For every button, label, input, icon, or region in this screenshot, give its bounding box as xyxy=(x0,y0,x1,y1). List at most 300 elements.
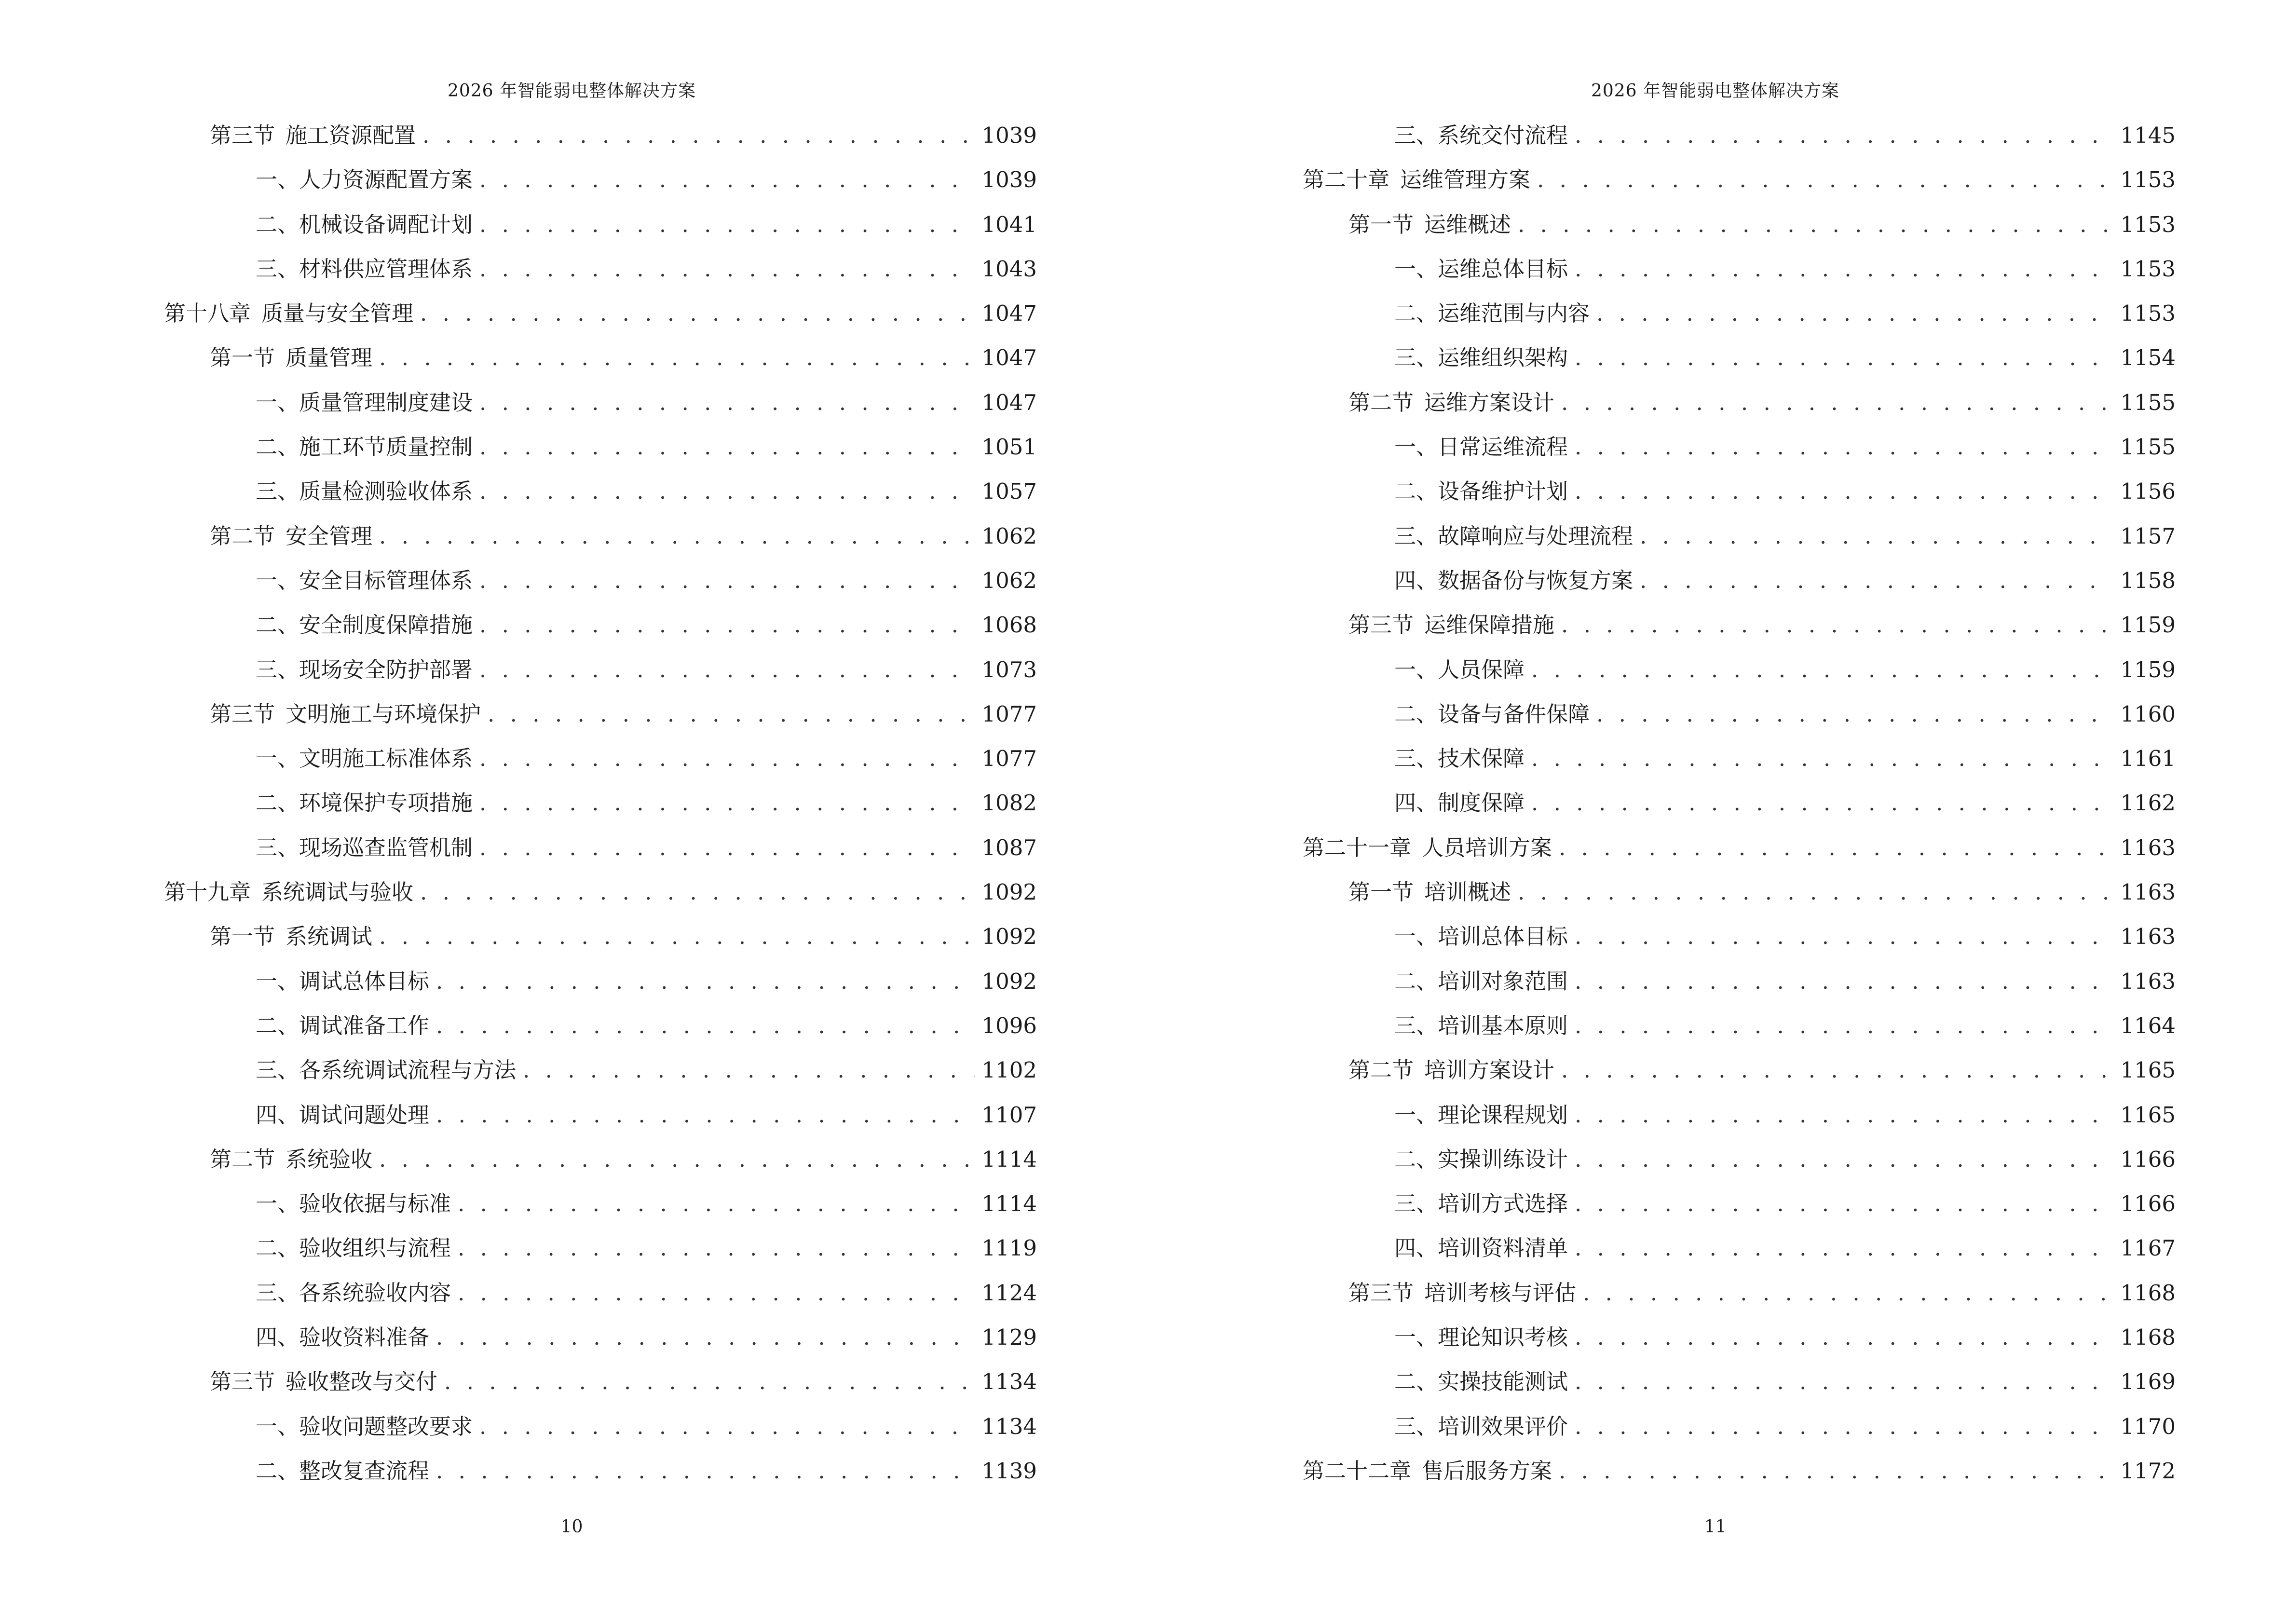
toc-entry-title xyxy=(1394,1405,1568,1449)
toc-entry-title xyxy=(256,381,473,425)
toc-entry[interactable] xyxy=(164,203,1037,247)
toc-leader-dots xyxy=(479,1405,975,1449)
toc-entry-text: 质量检测验收体系 xyxy=(299,478,473,505)
toc-entry-number: 第二十二章 xyxy=(1303,1458,1412,1484)
toc-entry-text: 安全制度保障措施 xyxy=(299,612,473,638)
toc-entry[interactable] xyxy=(1303,559,2176,603)
toc-entry-title xyxy=(164,291,413,336)
toc-entry-number: 第二十章 xyxy=(1303,167,1390,193)
toc-entry-page: 1062 xyxy=(981,523,1037,549)
toc-entry-page: 1156 xyxy=(2120,478,2176,505)
toc-entry-text: 系统交付流程 xyxy=(1438,123,1568,148)
toc-entry-title xyxy=(210,514,372,559)
toc-entry[interactable] xyxy=(164,1449,1037,1493)
toc-entry-number: 一、 xyxy=(1394,434,1438,460)
toc-entry[interactable] xyxy=(164,113,1037,158)
toc-leader-dots xyxy=(1561,381,2113,425)
toc-entry-page: 1102 xyxy=(981,1057,1037,1083)
toc-entry-text: 验收问题整改要求 xyxy=(299,1413,473,1439)
toc-entry-title xyxy=(210,914,372,959)
toc-leader-dots xyxy=(479,826,975,870)
toc-entry[interactable] xyxy=(1303,914,2176,959)
toc-entry-text: 环境保护专项措施 xyxy=(299,790,473,816)
toc-entry[interactable] xyxy=(1303,1137,2176,1182)
toc-leader-dots xyxy=(1583,1271,2113,1315)
toc-entry-text: 运维总体目标 xyxy=(1438,256,1568,282)
toc-entry-number: 第三节 xyxy=(210,123,275,148)
toc-entry-page: 1159 xyxy=(2120,612,2176,638)
toc-entry-title xyxy=(256,1226,451,1270)
toc-entry[interactable] xyxy=(164,381,1037,425)
toc-entry-number: 一、 xyxy=(256,1191,299,1217)
toc-entry[interactable] xyxy=(164,1405,1037,1449)
toc-entry-title xyxy=(1348,1271,1576,1315)
toc-leader-dots xyxy=(1559,826,2113,870)
toc-entry-text: 质量管理制度建设 xyxy=(299,389,473,415)
toc-leader-dots xyxy=(1575,469,2113,514)
toc-entry-number: 三、 xyxy=(256,1057,299,1083)
toc-entry-text: 培训资料清单 xyxy=(1438,1235,1568,1261)
toc-entry-title xyxy=(256,469,473,514)
toc-entry-number: 三、 xyxy=(256,834,299,860)
toc-leader-dots xyxy=(1575,1182,2113,1226)
toc-entry-title xyxy=(256,1271,451,1315)
toc-entry-text: 材料供应管理体系 xyxy=(299,256,473,282)
toc-entry-text: 现场巡查监管机制 xyxy=(299,834,473,860)
toc-entry-number: 三、 xyxy=(1394,345,1438,371)
toc-entry[interactable] xyxy=(164,870,1037,914)
toc-entry-number: 第二节 xyxy=(1348,1057,1414,1083)
toc-leader-dots xyxy=(1575,914,2113,959)
toc-entry-text: 各系统调试流程与方法 xyxy=(299,1057,517,1083)
toc-entry-number: 四、 xyxy=(1394,567,1438,593)
toc-entry-title xyxy=(1348,1048,1554,1092)
toc-entry-page: 1107 xyxy=(981,1102,1037,1128)
toc-entry-page: 1047 xyxy=(981,389,1037,415)
toc-leader-dots xyxy=(1518,203,2113,247)
toc-entry-title xyxy=(256,1449,429,1493)
toc-entry-number: 第一节 xyxy=(210,345,275,371)
toc-entry-page: 1163 xyxy=(2120,834,2176,860)
toc-entry-title xyxy=(1348,603,1554,647)
toc-entry-text: 理论课程规划 xyxy=(1438,1102,1568,1128)
toc-entry[interactable] xyxy=(164,1315,1037,1360)
toc-entry-page: 1087 xyxy=(981,834,1037,860)
right-page xyxy=(1144,0,2287,1624)
toc-entry-page: 1163 xyxy=(2120,924,2176,950)
toc-entry[interactable] xyxy=(164,1048,1037,1092)
toc-entry-number: 二、 xyxy=(1394,1369,1438,1395)
toc-entry-page: 1041 xyxy=(981,211,1037,237)
toc-entry[interactable] xyxy=(164,737,1037,781)
toc-entry-title xyxy=(1348,203,1511,247)
toc-entry-text: 系统调试与验收 xyxy=(261,879,414,905)
toc-entry-text: 现场安全防护部署 xyxy=(299,656,473,682)
toc-entry-text: 调试总体目标 xyxy=(299,968,430,994)
toc-entry[interactable] xyxy=(164,559,1037,603)
toc-entry[interactable] xyxy=(164,692,1037,737)
toc-entry-text: 验收依据与标准 xyxy=(299,1191,451,1217)
toc-entry-text: 文明施工标准体系 xyxy=(299,746,473,772)
toc-entry[interactable] xyxy=(164,158,1037,202)
toc-entry-text: 质量与安全管理 xyxy=(261,300,414,327)
toc-entry-title xyxy=(1394,559,1633,603)
toc-entry-title xyxy=(1394,692,1590,737)
toc-entry-title xyxy=(256,1315,429,1360)
toc-entry-number: 第二节 xyxy=(210,523,275,549)
toc-entry[interactable] xyxy=(164,1226,1037,1270)
toc-leader-dots xyxy=(479,559,975,603)
toc-entry-number: 二、 xyxy=(1394,968,1438,994)
toc-entry-number: 第三节 xyxy=(1348,612,1414,638)
toc-entry-title xyxy=(1394,781,1525,825)
toc-entry-title xyxy=(256,425,473,469)
toc-entry-title xyxy=(210,336,372,380)
toc-entry[interactable] xyxy=(1303,1226,2176,1270)
toc-entry[interactable] xyxy=(1303,1048,2176,1092)
toc-entry[interactable] xyxy=(1303,1004,2176,1048)
toc-entry-title xyxy=(1394,514,1633,559)
toc-leader-dots xyxy=(1596,291,2113,336)
toc-leader-dots xyxy=(444,1360,975,1404)
toc-entry-title xyxy=(256,1093,429,1137)
toc-entry[interactable] xyxy=(1303,1093,2176,1137)
toc-entry-number: 一、 xyxy=(256,1413,299,1439)
toc-entry-text: 培训对象范围 xyxy=(1438,968,1568,994)
toc-entry-number: 一、 xyxy=(256,746,299,772)
toc-entry[interactable] xyxy=(1303,469,2176,514)
toc-entry-title xyxy=(256,648,473,692)
running-header: 2026 年智能弱电整体解决方案 xyxy=(447,81,696,101)
page-number: 10 xyxy=(560,1517,583,1537)
toc-entry-number: 一、 xyxy=(256,567,299,593)
toc-entry-page: 1170 xyxy=(2120,1413,2176,1439)
toc-leader-dots xyxy=(1640,559,2113,603)
toc-entry[interactable] xyxy=(1303,1271,2176,1315)
toc-leader-dots xyxy=(436,959,975,1004)
toc-leader-dots xyxy=(479,469,975,514)
toc-entry-number: 二、 xyxy=(256,612,299,638)
toc-entry[interactable] xyxy=(1303,692,2176,737)
toc-entry-number: 一、 xyxy=(1394,1102,1438,1128)
toc-entry-number: 第一节 xyxy=(1348,879,1414,905)
toc-entry-text: 实操技能测试 xyxy=(1438,1369,1568,1395)
toc-entry[interactable] xyxy=(1303,1360,2176,1404)
toc-leader-dots xyxy=(1575,1405,2113,1449)
toc-entry-page: 1043 xyxy=(981,256,1037,282)
toc-entry-number: 第三节 xyxy=(210,1369,275,1395)
toc-entry-title xyxy=(1394,1093,1568,1137)
toc-entry-title xyxy=(1394,1315,1568,1360)
toc-entry-text: 验收组织与流程 xyxy=(299,1235,451,1261)
toc-entry[interactable] xyxy=(1303,826,2176,870)
toc-entry-page: 1164 xyxy=(2120,1012,2176,1038)
toc-entry-text: 调试准备工作 xyxy=(299,1012,430,1038)
page-number: 11 xyxy=(1704,1517,1727,1537)
toc-entry-page: 1155 xyxy=(2120,434,2176,460)
toc-entry-number: 四、 xyxy=(256,1102,299,1128)
toc-entry-page: 1139 xyxy=(981,1458,1037,1484)
toc-leader-dots xyxy=(1531,737,2113,781)
toc-entry-title xyxy=(1394,1226,1568,1270)
toc-entry[interactable] xyxy=(1303,648,2176,692)
toc-entry[interactable] xyxy=(164,514,1037,559)
toc-entry[interactable] xyxy=(1303,781,2176,825)
toc-entry[interactable] xyxy=(1303,425,2176,469)
toc-entry-page: 1166 xyxy=(2120,1146,2176,1172)
toc-entry[interactable] xyxy=(164,959,1037,1004)
toc-entry-number: 二、 xyxy=(256,1235,299,1261)
toc-entry-title xyxy=(256,737,473,781)
toc-entry-title xyxy=(1394,1360,1568,1404)
toc-entry[interactable] xyxy=(164,425,1037,469)
toc-entry-number: 四、 xyxy=(256,1324,299,1351)
toc-leader-dots xyxy=(1575,1315,2113,1360)
toc-entry-title xyxy=(210,1360,437,1404)
toc-leader-dots xyxy=(1575,1137,2113,1182)
toc-entry-number: 三、 xyxy=(256,256,299,282)
toc-entry-number: 一、 xyxy=(256,968,299,994)
toc-entry-text: 验收整改与交付 xyxy=(286,1369,438,1395)
toc-leader-dots xyxy=(379,514,975,559)
toc-leader-dots xyxy=(1575,425,2113,469)
toc-entry-text: 调试问题处理 xyxy=(299,1102,430,1128)
toc-entry[interactable] xyxy=(164,291,1037,336)
toc-entry-text: 培训基本原则 xyxy=(1438,1012,1568,1038)
toc-entry-page: 1129 xyxy=(981,1324,1037,1351)
toc-entry-text: 数据备份与恢复方案 xyxy=(1438,567,1634,593)
toc-leader-dots xyxy=(1575,1360,2113,1404)
toc-leader-dots xyxy=(436,1093,975,1137)
toc-leader-dots xyxy=(436,1315,975,1360)
toc-entry[interactable] xyxy=(164,781,1037,825)
toc-entry-page: 1167 xyxy=(2120,1235,2176,1261)
toc-entry-title xyxy=(256,559,473,603)
toc-entry-number: 第三节 xyxy=(210,701,275,727)
toc-entry-page: 1092 xyxy=(981,879,1037,905)
toc-entry-title xyxy=(1394,959,1568,1004)
toc-entry-number: 二、 xyxy=(256,790,299,816)
toc-entry-number: 二、 xyxy=(1394,701,1438,727)
toc-entry-page: 1114 xyxy=(981,1191,1037,1217)
toc-entry-text: 安全目标管理体系 xyxy=(299,567,473,593)
toc-entry[interactable] xyxy=(164,1271,1037,1315)
toc-entry-number: 三、 xyxy=(1394,1012,1438,1038)
toc-entry[interactable] xyxy=(164,247,1037,291)
toc-entry-number: 二、 xyxy=(1394,478,1438,505)
toc-entry-text: 质量管理 xyxy=(286,345,373,371)
toc-entry-text: 日常运维流程 xyxy=(1438,434,1568,460)
toc-entry-text: 验收资料准备 xyxy=(299,1324,430,1351)
toc-entry-number: 二、 xyxy=(1394,300,1438,327)
toc-leader-dots xyxy=(379,1137,975,1182)
toc-entry[interactable] xyxy=(164,1182,1037,1226)
toc-entry-page: 1155 xyxy=(2120,389,2176,415)
toc-leader-dots xyxy=(1575,1004,2113,1048)
toc-entry-number: 三、 xyxy=(1394,523,1438,549)
toc-entry-title xyxy=(256,1405,473,1449)
toc-entry-text: 培训效果评价 xyxy=(1438,1413,1568,1439)
toc-entry-number: 第十九章 xyxy=(164,879,251,905)
toc-entry[interactable] xyxy=(164,648,1037,692)
toc-entry-text: 各系统验收内容 xyxy=(299,1280,451,1306)
toc-leader-dots xyxy=(458,1271,975,1315)
toc-entry[interactable] xyxy=(1303,603,2176,647)
toc-entry[interactable] xyxy=(1303,381,2176,425)
toc-leader-dots xyxy=(479,781,975,825)
toc-entry-title xyxy=(256,158,473,202)
toc-entry-text: 人员培训方案 xyxy=(1422,834,1552,860)
toc-entry-title xyxy=(1394,247,1568,291)
toc-entry-page: 1134 xyxy=(981,1413,1037,1439)
toc-entry-text: 实操训练设计 xyxy=(1438,1146,1568,1172)
toc-entry[interactable] xyxy=(1303,1182,2176,1226)
toc-entry-page: 1057 xyxy=(981,478,1037,505)
toc-entry-page: 1166 xyxy=(2120,1191,2176,1217)
toc-entry[interactable] xyxy=(1303,247,2176,291)
toc-entry-number: 二、 xyxy=(256,1458,299,1484)
toc-entry[interactable] xyxy=(164,1093,1037,1137)
toc-entry-page: 1051 xyxy=(981,434,1037,460)
toc-entry-page: 1153 xyxy=(2120,211,2176,237)
toc-entry-page: 1119 xyxy=(981,1235,1037,1261)
toc-entry-title xyxy=(1394,648,1525,692)
toc-entry[interactable] xyxy=(1303,870,2176,914)
toc-entry-number: 一、 xyxy=(256,167,299,193)
toc-entry-title xyxy=(1394,425,1568,469)
toc-entry-title xyxy=(1394,113,1568,158)
toc-entry-page: 1160 xyxy=(2120,701,2176,727)
toc-entry-page: 1154 xyxy=(2120,345,2176,371)
toc-entry-number: 三、 xyxy=(256,656,299,682)
toc-entry-text: 培训考核与评估 xyxy=(1424,1280,1577,1306)
toc-leader-dots xyxy=(1531,781,2113,825)
toc-entry-title xyxy=(1394,737,1525,781)
toc-entry-number: 第一节 xyxy=(210,924,275,950)
toc-entry-number: 三、 xyxy=(1394,1413,1438,1439)
toc-entry[interactable] xyxy=(1303,291,2176,336)
toc-entry[interactable] xyxy=(1303,158,2176,202)
toc-leader-dots xyxy=(1575,336,2113,380)
toc-entry-page: 1163 xyxy=(2120,879,2176,905)
toc-entry[interactable] xyxy=(164,1004,1037,1048)
toc-entry[interactable] xyxy=(1303,203,2176,247)
toc-entry[interactable] xyxy=(1303,113,2176,158)
toc-entry-text: 制度保障 xyxy=(1438,790,1525,816)
toc-entry-page: 1039 xyxy=(981,123,1037,148)
toc-entry-number: 三、 xyxy=(1394,123,1438,148)
toc-leader-dots xyxy=(479,203,975,247)
toc-entry-title xyxy=(256,203,473,247)
toc-leader-dots xyxy=(420,870,975,914)
toc-leader-dots xyxy=(1537,158,2113,202)
toc-entry-text: 系统调试 xyxy=(286,924,373,950)
toc-entry[interactable] xyxy=(1303,514,2176,559)
toc-entry-text: 设备维护计划 xyxy=(1438,478,1568,505)
toc-leader-dots xyxy=(458,1182,975,1226)
toc-entry[interactable] xyxy=(164,1360,1037,1404)
toc-entry-page: 1134 xyxy=(981,1369,1037,1395)
toc-entry-text: 施工环节质量控制 xyxy=(299,434,473,460)
toc-leader-dots xyxy=(1575,1093,2113,1137)
toc-entry-title xyxy=(1348,870,1511,914)
toc-entry-page: 1158 xyxy=(2120,567,2176,593)
toc-leader-dots xyxy=(1518,870,2113,914)
toc-leader-dots xyxy=(1575,1226,2113,1270)
toc-leader-dots xyxy=(1561,1048,2113,1092)
toc-leader-dots xyxy=(1575,247,2113,291)
toc-entry[interactable] xyxy=(1303,1449,2176,1493)
toc-entry-text: 培训方式选择 xyxy=(1438,1191,1568,1217)
toc-leader-dots xyxy=(1575,959,2113,1004)
toc-leader-dots xyxy=(436,1449,975,1493)
toc-leader-dots xyxy=(479,648,975,692)
toc-entry-number: 一、 xyxy=(256,389,299,415)
toc-entry[interactable] xyxy=(164,336,1037,380)
toc-entry-number: 二、 xyxy=(256,1012,299,1038)
toc-entry[interactable] xyxy=(164,469,1037,514)
toc-leader-dots xyxy=(479,737,975,781)
toc-leader-dots xyxy=(420,291,975,336)
toc-entry-number: 一、 xyxy=(1394,924,1438,950)
toc-entry-page: 1153 xyxy=(2120,167,2176,193)
toc-entry[interactable] xyxy=(1303,959,2176,1004)
toc-entry-number: 第二十一章 xyxy=(1303,834,1412,860)
toc-entry-title xyxy=(210,113,416,158)
toc-entry[interactable] xyxy=(1303,737,2176,781)
toc-entry-title xyxy=(256,1048,516,1092)
toc-entry-title xyxy=(256,781,473,825)
toc-entry[interactable] xyxy=(164,826,1037,870)
toc-entry-text: 人员保障 xyxy=(1438,656,1525,682)
toc-entry-text: 运维保障措施 xyxy=(1424,612,1555,638)
toc-leader-dots xyxy=(523,1048,975,1092)
toc-entry[interactable] xyxy=(164,914,1037,959)
toc-entry-title xyxy=(210,692,481,737)
toc-entry-number: 二、 xyxy=(256,434,299,460)
toc-entry-title xyxy=(1303,826,1552,870)
toc-entry-page: 1145 xyxy=(2120,123,2176,148)
toc-entry-title xyxy=(256,826,473,870)
toc-leader-dots xyxy=(479,381,975,425)
toc-entry-page: 1165 xyxy=(2120,1102,2176,1128)
toc-entry[interactable] xyxy=(1303,336,2176,380)
running-header: 2026 年智能弱电整体解决方案 xyxy=(1591,81,1840,101)
toc-entry-number: 四、 xyxy=(1394,790,1438,816)
toc-entry-page: 1157 xyxy=(2120,523,2176,549)
toc-entry-title xyxy=(1394,1004,1568,1048)
toc-entry-text: 整改复查流程 xyxy=(299,1458,430,1484)
toc-entry-text: 运维范围与内容 xyxy=(1438,300,1590,327)
toc-leader-dots xyxy=(458,1226,975,1270)
toc-leader-dots xyxy=(479,158,975,202)
toc-entry-title xyxy=(1394,1137,1568,1182)
toc-entry[interactable] xyxy=(164,1137,1037,1182)
toc-entry[interactable] xyxy=(1303,1405,2176,1449)
toc-entry-text: 机械设备调配计划 xyxy=(299,211,473,237)
toc-entry-page: 1077 xyxy=(981,746,1037,772)
toc-entry-page: 1114 xyxy=(981,1146,1037,1172)
toc-entry[interactable] xyxy=(1303,1315,2176,1360)
toc-entry-text: 系统验收 xyxy=(286,1146,373,1172)
toc-entry-page: 1161 xyxy=(2120,746,2176,772)
toc-leader-dots xyxy=(1559,1449,2113,1493)
toc-leader-dots xyxy=(1561,603,2113,647)
toc-leader-dots xyxy=(488,692,975,737)
toc-entry[interactable] xyxy=(164,603,1037,647)
toc-leader-dots xyxy=(422,113,975,158)
toc-leader-dots xyxy=(479,247,975,291)
